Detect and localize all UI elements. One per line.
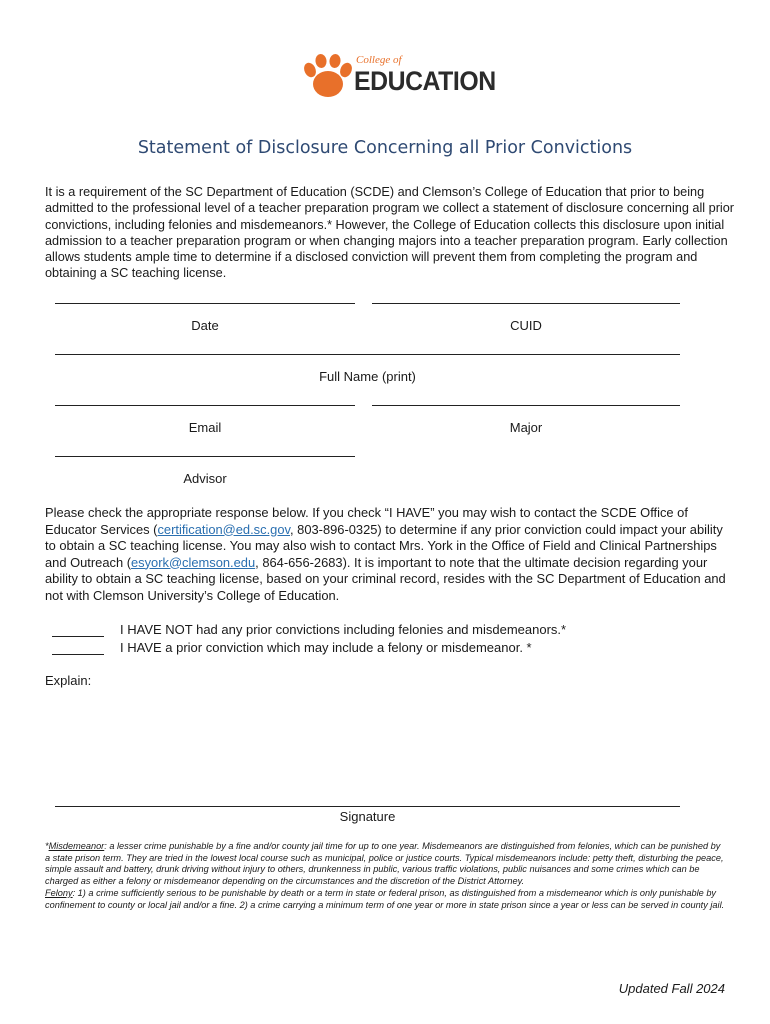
date-line[interactable] [55, 303, 355, 304]
felony-term: Felony [45, 887, 73, 898]
instructions-part-1: Please check the appropriate response below. If you check “I HAVE” you may wish to contact the SCDE Office of Educator Services ( [45, 505, 688, 537]
updated-date: Updated Fall 2024 [618, 981, 725, 996]
email-line[interactable] [55, 405, 355, 406]
have-label: I HAVE a prior conviction which may include a felony or misdemeanor. * [120, 640, 532, 655]
explain-label: Explain: [45, 673, 92, 688]
major-line[interactable] [372, 405, 680, 406]
scde-email-link[interactable]: certification@ed.sc.gov [157, 521, 290, 537]
advisor-label: Advisor [183, 471, 227, 486]
page-title: Statement of Disclosure Concerning all Prior Convictions [137, 138, 633, 158]
logo-small-text: College of [356, 54, 402, 66]
advisor-line[interactable] [55, 456, 355, 457]
instructions-part-3: , 864-656-2683). It is important to note that the ultimate decision regarding your ability to obtain a SC teaching license, based on your criminal record, resides with the SC Department of Education and not with Clemson University’s College of Education. [45, 554, 726, 603]
have-not-check-blank[interactable] [52, 624, 104, 637]
misdemeanor-text: : a lesser crime punishable by a fine and/or county jail time for up to one year. Misdemeanors are distinguished from felonies, which can be punished by a state prison term. They are tried in the lowest local course such as municipal, police or justice courts. Typical misdemeanors include: petty theft, disturbing the peace, simple assault and battery, drunk driving without injury to others, drunkenness in public, various traffic violations, public nuisances and some crimes which can be charged as either a felony or misdemeanor depending on the circumstances and the discretion of the District Attorney. [45, 841, 724, 887]
major-label: Major [509, 420, 543, 435]
have-not-label: I HAVE NOT had any prior convictions including felonies and misdemeanors.* [120, 622, 567, 637]
option-have [52, 640, 532, 655]
full-name-line[interactable] [55, 354, 680, 355]
option-have-not [52, 622, 567, 637]
misdemeanor-definition: *Misdemeanor: a lesser crime punishable by a fine and/or county jail time for up to one year. Misdemeanors are distinguished from felonies, which can be punished by a state prison term. They are tried in the lowest local course such as municipal, police or justice courts. Typical misdemeanors include: petty theft, disturbing the peace, simple assault and battery, drunk driving without injury to others, drunkenness in public, various traffic violations, public nuisances and some crimes which can be charged as either a felony or misdemeanor depending on the circumstances and the discretion of the District Attorney. [45, 841, 724, 887]
felony-definition [45, 888, 725, 911]
instructions-paragraph [45, 505, 735, 604]
cuid-line[interactable] [372, 303, 680, 304]
email-label: Email [188, 420, 222, 435]
college-logo [302, 52, 496, 102]
intro-paragraph: It is a requirement of the SC Department of Education (SCDE) and Clemson’s College of Education that prior to being admitted to the professional level of a teacher preparation program we collect a statement of disclosure concerning all prior convictions, including felonies and misdemeanors.* However, the College of Education collects this disclosure upon initial admission to a teacher preparation program or when changing majors into a teacher preparation program. Early collection allows students ample time to determine if a disclosed conviction will prevent them from completing the program and obtaining a SC teaching license. [45, 185, 735, 281]
felony-text: : 1) a crime sufficiently serious to be punishable by death or a term in state or federal prison, as distinguished from a misdemeanor which is only punishable by confinement to county or local jail and/or a fine. 2) a crime carrying a minimum term of one year or more in state prison since a year or less can be served in county jail. [45, 887, 725, 910]
york-email-link[interactable]: esyork@clemson.edu [131, 554, 256, 570]
signature-label: Signature [339, 809, 396, 824]
tiger-paw-icon [302, 54, 354, 100]
misdemeanor-term: Misdemeanor [48, 841, 105, 851]
instructions-part-2: , 803-896-0325) to determine if any prior conviction could impact your ability to obtain a SC teaching license. You may also wish to contact Mrs. York in the Office of Field and Clinical Partnerships and Outreach ( [45, 521, 723, 570]
definitions-footnote [45, 841, 725, 911]
date-label: Date [191, 318, 219, 333]
full-name-label: Full Name (print) [319, 369, 416, 384]
logo-big-text: EDUCATION [354, 66, 496, 96]
signature-line[interactable] [55, 806, 680, 807]
cuid-label: CUID [510, 318, 542, 333]
have-check-blank[interactable] [52, 642, 104, 655]
